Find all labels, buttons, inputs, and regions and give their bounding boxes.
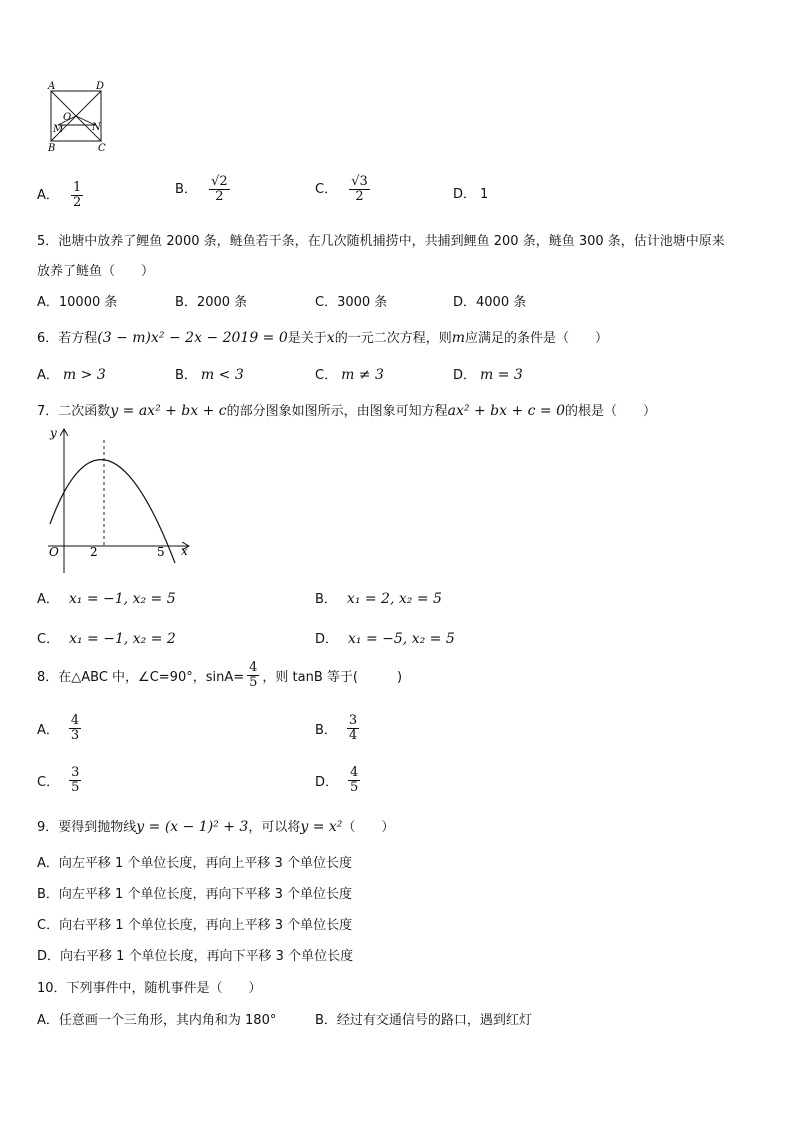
q7-function: y = ax² + bx + c <box>110 403 227 419</box>
q9-base-parabola: y = x² <box>300 819 343 835</box>
numerator: 3 <box>71 765 80 780</box>
label-A: A <box>48 81 56 92</box>
numerator: 4 <box>350 765 359 780</box>
denominator: 3 <box>70 728 80 743</box>
option-expr: x₁ = −1, x₂ = 5 <box>68 591 176 607</box>
q9-parabola: y = (x − 1)² + 3 <box>136 819 249 835</box>
q8-option-c[interactable] <box>37 766 81 795</box>
parabola-graph <box>38 424 198 576</box>
option-expr: m < 3 <box>200 367 244 383</box>
q5-stem-line2: 放养了鲢鱼（ ） <box>37 264 155 279</box>
numerator: 1 <box>73 180 82 195</box>
option-letter: B． <box>315 592 337 607</box>
q6-option-b[interactable] <box>175 364 244 383</box>
q5-option-c[interactable]: C．3000 条 <box>315 295 388 310</box>
tick-label-2: 2 <box>90 545 98 559</box>
label-B: B <box>48 143 56 154</box>
origin-label: O <box>49 545 59 559</box>
q7-option-b[interactable] <box>315 588 442 607</box>
denominator: 5 <box>71 780 80 795</box>
q4-option-b[interactable] <box>175 175 230 204</box>
q7-mid: 的部分图象如图所示，由图象可知方程 <box>226 404 448 419</box>
q7-prefix: 7．二次函数 <box>37 404 111 419</box>
q6-equation: (3 − m)x² − 2x − 2019 = 0 <box>97 330 288 346</box>
fraction <box>347 714 359 743</box>
numerator: 4 <box>70 713 80 728</box>
q9-option-d[interactable]: D．向右平移 1 个单位长度，再向下平移 3 个单位长度 <box>37 949 354 964</box>
q8-option-a[interactable] <box>37 714 81 743</box>
option-letter: D． <box>315 632 339 647</box>
q6-option-c[interactable] <box>315 364 384 383</box>
q9-option-c[interactable]: C．向右平移 1 个单位长度，再向上平移 3 个单位长度 <box>37 918 353 933</box>
label-O: O <box>63 112 72 123</box>
q4-option-a[interactable] <box>37 181 83 210</box>
label-D: D <box>96 81 105 92</box>
q9-option-a[interactable]: A．向左平移 1 个单位长度，再向上平移 3 个单位长度 <box>37 856 352 871</box>
q7-suffix: 的根是（ ） <box>565 404 657 419</box>
q6-prefix: 6．若方程 <box>37 331 98 346</box>
q6-option-d[interactable] <box>453 364 523 383</box>
option-expr: m = 3 <box>480 367 523 383</box>
denominator: 4 <box>348 728 358 743</box>
fraction <box>209 175 230 204</box>
option-letter: D． <box>453 187 477 202</box>
q7-stem <box>37 400 656 419</box>
q8-suffix: ，则 tanB 等于( ) <box>262 670 403 685</box>
q8-option-b[interactable] <box>315 714 359 743</box>
tick-label-5: 5 <box>157 545 165 559</box>
option-letter: A． <box>37 723 59 738</box>
q5-stem-line1: 5．池塘中放养了鲤鱼 2000 条，鲢鱼若干条，在几次随机捕捞中，共捕到鲤鱼 200 条，鲢鱼 300 条，估计池塘中原来 <box>37 234 725 249</box>
q5-option-b[interactable]: B．2000 条 <box>175 295 248 310</box>
q6-var-m: m <box>451 330 465 346</box>
fraction <box>71 181 83 210</box>
option-letter: D． <box>315 775 339 790</box>
option-letter: D． <box>453 368 477 383</box>
q9-suffix: （ ） <box>342 820 395 835</box>
q10-stem: 10．下列事件中，随机事件是（ ） <box>37 981 262 996</box>
q4-option-d[interactable] <box>453 183 488 202</box>
q8-option-d[interactable] <box>315 766 360 795</box>
x-axis-label: x <box>181 544 188 558</box>
label-N: N <box>92 122 101 133</box>
q7-option-c[interactable] <box>37 628 176 647</box>
fraction <box>349 175 370 204</box>
q8-prefix: 8．在△ABC 中，∠C=90°，sinA= <box>37 670 245 685</box>
q8-stem <box>37 661 402 690</box>
label-M: M <box>53 124 64 135</box>
q6-stem <box>37 327 608 346</box>
option-letter: B． <box>175 182 197 197</box>
q5-option-d[interactable]: D．4000 条 <box>453 295 527 310</box>
option-expr: m ≠ 3 <box>341 367 384 383</box>
fraction <box>69 714 81 743</box>
option-letter: C． <box>315 182 338 197</box>
q9-stem <box>37 816 394 835</box>
option-value: 1 <box>480 187 489 202</box>
q7-equation: ax² + bx + c = 0 <box>447 403 566 419</box>
q10-option-a[interactable]: A．任意画一个三角形，其内角和为 180° <box>37 1013 277 1028</box>
q7-option-d[interactable] <box>315 628 455 647</box>
option-letter: C． <box>315 368 338 383</box>
q6-suffix: 应满足的条件是（ ） <box>464 331 608 346</box>
option-letter: B． <box>175 368 197 383</box>
denominator: 2 <box>73 195 82 210</box>
fraction <box>348 766 360 795</box>
q9-mid: ，可以将 <box>248 820 301 835</box>
q5-option-a[interactable]: A．10000 条 <box>37 295 118 310</box>
denominator: 5 <box>249 675 258 690</box>
q6-mid: 是关于 <box>287 331 327 346</box>
q6-mid2: 的一元二次方程，则 <box>334 331 452 346</box>
fraction <box>247 661 259 690</box>
y-axis-label: y <box>50 426 57 440</box>
option-expr: x₁ = 2, x₂ = 5 <box>346 591 442 607</box>
q6-var-x: x <box>326 330 335 346</box>
numerator: 4 <box>249 660 258 675</box>
denominator: 5 <box>350 780 359 795</box>
option-letter: A． <box>37 188 59 203</box>
label-C: C <box>98 143 106 154</box>
q9-prefix: 9．要得到抛物线 <box>37 820 137 835</box>
square-figure <box>40 78 112 154</box>
fraction <box>69 766 81 795</box>
numerator: √3 <box>351 174 368 189</box>
numerator: 3 <box>348 713 358 728</box>
denominator: 2 <box>355 189 364 204</box>
q4-option-c[interactable] <box>315 175 370 204</box>
q9-option-b[interactable]: B．向左平移 1 个单位长度，再向下平移 3 个单位长度 <box>37 887 352 902</box>
q6-option-a[interactable] <box>37 364 106 383</box>
option-letter: C． <box>37 775 60 790</box>
option-letter: B． <box>315 723 337 738</box>
denominator: 2 <box>215 189 224 204</box>
option-letter: A． <box>37 592 59 607</box>
q10-option-b[interactable]: B．经过有交通信号的路口，遇到红灯 <box>315 1013 532 1028</box>
option-expr: m > 3 <box>62 367 106 383</box>
option-letter: A． <box>37 368 59 383</box>
option-expr: x₁ = −1, x₂ = 2 <box>69 631 176 647</box>
q7-option-a[interactable] <box>37 588 176 607</box>
option-expr: x₁ = −5, x₂ = 5 <box>348 631 455 647</box>
option-letter: C． <box>37 632 60 647</box>
numerator: √2 <box>211 174 228 189</box>
